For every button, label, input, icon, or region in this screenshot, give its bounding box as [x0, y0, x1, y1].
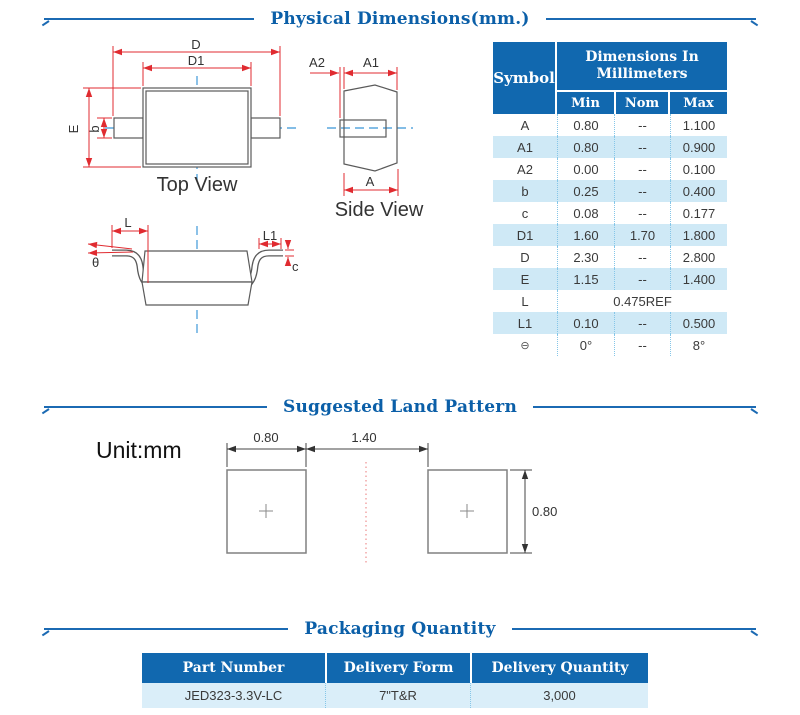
dims-row-A — [493, 114, 727, 136]
section-title-physical-dimensions: Physical Dimensions(mm.) — [270, 9, 530, 29]
max-cell: 0.177 — [670, 202, 727, 224]
packaging-table-container — [142, 653, 648, 708]
dims-col-min: Min — [557, 92, 614, 114]
header-rule-left — [42, 13, 256, 25]
dim-label-gap: 1.40 — [351, 430, 377, 445]
dims-row-c — [493, 202, 727, 224]
dim-label-b: b — [87, 125, 102, 133]
dims-col-symbol: Symbol — [493, 42, 557, 114]
section-header-physical-dimensions — [42, 7, 758, 31]
side-view-drawing — [309, 55, 424, 221]
dimensions-table-container — [493, 42, 727, 356]
nom-cell: -- — [614, 136, 670, 158]
dims-header-row-1 — [493, 42, 727, 92]
side-view-caption: Side View — [334, 199, 424, 221]
dim-label-A1: A1 — [363, 55, 379, 70]
symbol-cell: c — [521, 205, 529, 221]
max-cell: 1.100 — [670, 114, 727, 136]
nom-cell: -- — [614, 268, 670, 290]
dim-label-L1: L1 — [262, 228, 278, 243]
packaging-data-row — [142, 683, 648, 708]
section-title-packaging: Packaging Quantity — [304, 619, 496, 639]
nom-cell: -- — [614, 114, 670, 136]
min-cell: 1.15 — [557, 268, 614, 290]
dims-row-A1 — [493, 136, 727, 158]
dim-label-L: L — [124, 215, 132, 230]
section-header-packaging — [42, 617, 758, 641]
top-view-drawing — [66, 37, 297, 196]
symbol-cell: D — [520, 249, 530, 265]
min-cell: 2.30 — [557, 246, 614, 268]
max-cell: 0.500 — [670, 312, 727, 334]
max-cell: 0.900 — [670, 136, 727, 158]
min-cell: 0.08 — [557, 202, 614, 224]
front-view-body — [142, 251, 252, 305]
symbol-cell: E — [520, 271, 530, 287]
dim-label-A: A — [365, 174, 375, 189]
section-header-land-pattern — [42, 395, 758, 419]
dim-label-c: c — [292, 259, 299, 274]
min-cell: 1.60 — [557, 224, 614, 246]
symbol-cell: A2 — [517, 161, 533, 177]
side-view-dimension-lines — [310, 67, 398, 196]
part-number-cell: JED323-3.3V-LC — [142, 683, 325, 708]
dims-col-group — [557, 42, 727, 92]
dims-row-b — [493, 180, 727, 202]
dim-label-D: D — [191, 37, 201, 52]
max-cell: 1.400 — [670, 268, 727, 290]
header-rule-right — [510, 623, 758, 635]
min-cell: 0.10 — [557, 312, 614, 334]
max-cell: 0.100 — [670, 158, 727, 180]
min-cell: 0.80 — [557, 136, 614, 158]
nom-cell: -- — [614, 158, 670, 180]
header-rule-right — [544, 13, 758, 25]
dims-row-L — [493, 290, 727, 312]
dims-group-label: Dimensions In Millimeters — [585, 49, 699, 82]
min-cell: 0.80 — [557, 114, 614, 136]
max-cell: 0.400 — [670, 180, 727, 202]
unit-label: Unit:mm — [96, 437, 182, 463]
right-lead — [251, 118, 280, 138]
nom-cell: -- — [614, 180, 670, 202]
delivery-quantity-cell: 3,000 — [470, 683, 648, 708]
dims-row-L1 — [493, 312, 727, 334]
max-cell: 8° — [670, 334, 727, 356]
dims-row-theta — [493, 334, 727, 356]
max-cell: 2.800 — [670, 246, 727, 268]
col-part-number: Part Number — [142, 653, 325, 683]
max-cell: 1.800 — [670, 224, 727, 246]
symbol-cell: b — [521, 183, 529, 199]
nom-cell: -- — [614, 202, 670, 224]
left-lead — [114, 118, 143, 138]
dim-label-E: E — [66, 124, 81, 134]
nom-cell: -- — [614, 334, 670, 356]
nom-cell: 1.70 — [614, 224, 670, 246]
dim-label-A2: A2 — [309, 55, 325, 70]
delivery-form-cell: 7"T&R — [325, 683, 470, 708]
dim-label-pad-height: 0.80 — [532, 504, 558, 519]
col-delivery-quantity: Delivery Quantity — [470, 653, 648, 683]
header-rule-left — [42, 401, 269, 413]
dims-row-E — [493, 268, 727, 290]
symbol-cell: D1 — [516, 227, 534, 243]
dim-label-theta: θ — [92, 255, 100, 270]
col-delivery-form: Delivery Form — [325, 653, 470, 683]
symbol-cell: A — [520, 117, 530, 133]
min-cell: 0.25 — [557, 180, 614, 202]
top-view-caption: Top View — [156, 174, 238, 196]
section-title-land-pattern: Suggested Land Pattern — [283, 397, 517, 417]
top-view-body — [114, 88, 280, 167]
symbol-cell: L1 — [517, 315, 533, 331]
header-rule-left — [42, 623, 290, 635]
min-cell: 0° — [557, 334, 614, 356]
symbol-cell: L — [521, 293, 529, 309]
land-pattern-drawing — [0, 425, 800, 600]
packaging-table — [142, 653, 648, 708]
symbol-cell: A1 — [517, 139, 533, 155]
dims-row-D1 — [493, 224, 727, 246]
dims-col-max: Max — [670, 92, 727, 114]
nom-cell: -- — [614, 312, 670, 334]
dim-label-pad-width: 0.80 — [253, 430, 279, 445]
dims-row-A2 — [493, 158, 727, 180]
dimensions-table — [493, 42, 727, 356]
min-cell: 0.00 — [557, 158, 614, 180]
dims-row-D — [493, 246, 727, 268]
body-outer — [143, 88, 251, 167]
dim-label-D1: D1 — [187, 53, 205, 68]
packaging-header-row — [142, 653, 648, 683]
header-rule-right — [531, 401, 758, 413]
nom-cell: -- — [614, 246, 670, 268]
dims-col-nom: Nom — [614, 92, 670, 114]
merged-value-cell: 0.475REF — [557, 290, 727, 312]
front-view-drawing — [88, 215, 299, 337]
symbol-cell: ⊖ — [520, 339, 530, 352]
